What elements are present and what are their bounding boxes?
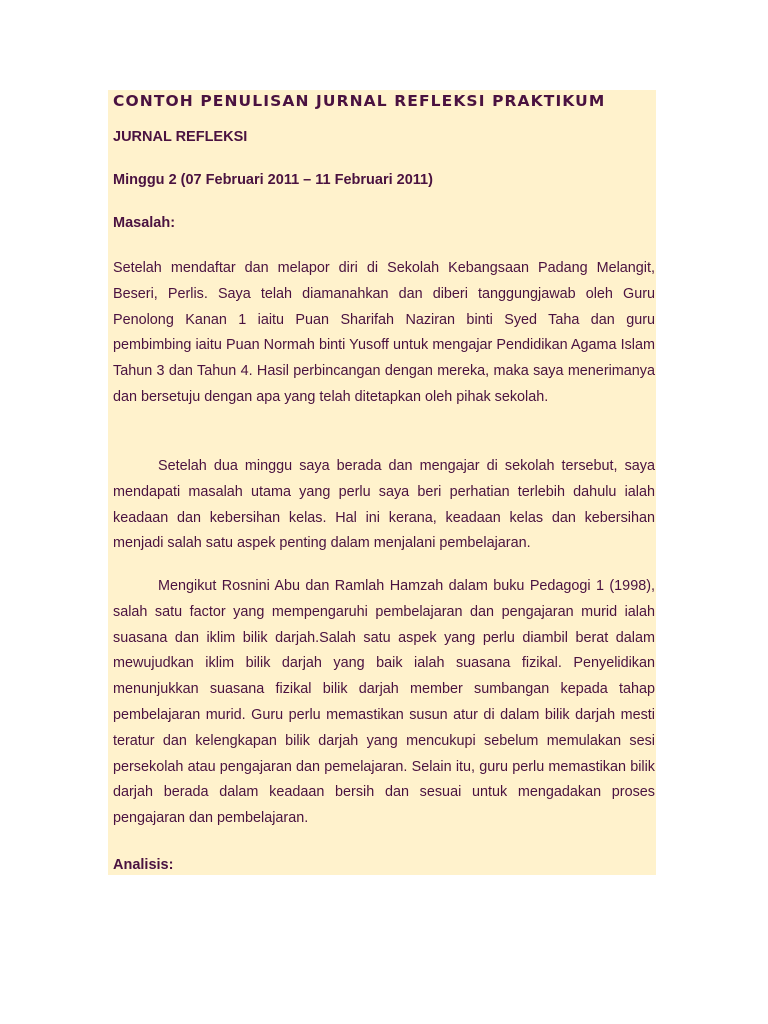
document-title: CONTOH PENULISAN JURNAL REFLEKSI PRAKTIKUM <box>113 92 606 110</box>
paragraph-2: Setelah dua minggu saya berada dan mengajar di sekolah tersebut, saya mendapati masalah utama yang perlu saya beri perhatian terlebih dahulu ialah keadaan dan kebersihan kelas. Hal ini kerana, keadaan kelas dan kebersihan menjadi salah satu aspek penting dalam menjalani pembelajaran. <box>113 458 655 552</box>
paragraph-3: Mengikut Rosnini Abu dan Ramlah Hamzah dalam buku Pedagogi 1 (1998), salah satu factor yang mempengaruhi pembelajaran dan pengajaran murid ialah suasana dan iklim bilik darjah.Salah satu aspek yang perlu diambil berat dalam mewujudkan iklim bilik darjah yang baik ialah suasana fizikal. Penyelidikan menunjukkan suasana fizikal bilik darjah member sumbangan kepada tahap pembelajaran murid. Guru perlu memastikan susun atur di dalam bilik darjah mesti teratur dan kelengkapan bilik darjah yang mencukupi sebelum memulakan sesi persekolah atau pengajaran dan pemelajaran. Selain itu, guru perlu memastikan bilik darjah berada dalam keadaan bersih dan sesuai untuk mengadakan proses pengajaran dan pembelajaran. <box>113 578 655 827</box>
week-heading: Minggu 2 (07 Februari 2011 – 11 Februari 2011) <box>113 172 433 188</box>
analisis-heading: Analisis: <box>113 857 174 873</box>
document-subtitle: JURNAL REFLEKSI <box>113 129 248 145</box>
paragraph-1: Setelah mendaftar dan melapor diri di Sekolah Kebangsaan Padang Melangit, Beseri, Perlis. Saya telah diamanahkan dan diberi tanggungjawab oleh Guru Penolong Kanan 1 iaitu Puan Sharifah Naziran binti Syed Taha dan guru pembimbing iaitu Puan Normah binti Yusoff untuk mengajar Pendidikan Agama Islam Tahun 3 dan Tahun 4. Hasil perbincangan dengan mereka, maka saya menerimanya dan bersetuju dengan apa yang telah ditetapkan oleh pihak sekolah. <box>113 260 655 405</box>
masalah-heading: Masalah: <box>113 215 176 231</box>
